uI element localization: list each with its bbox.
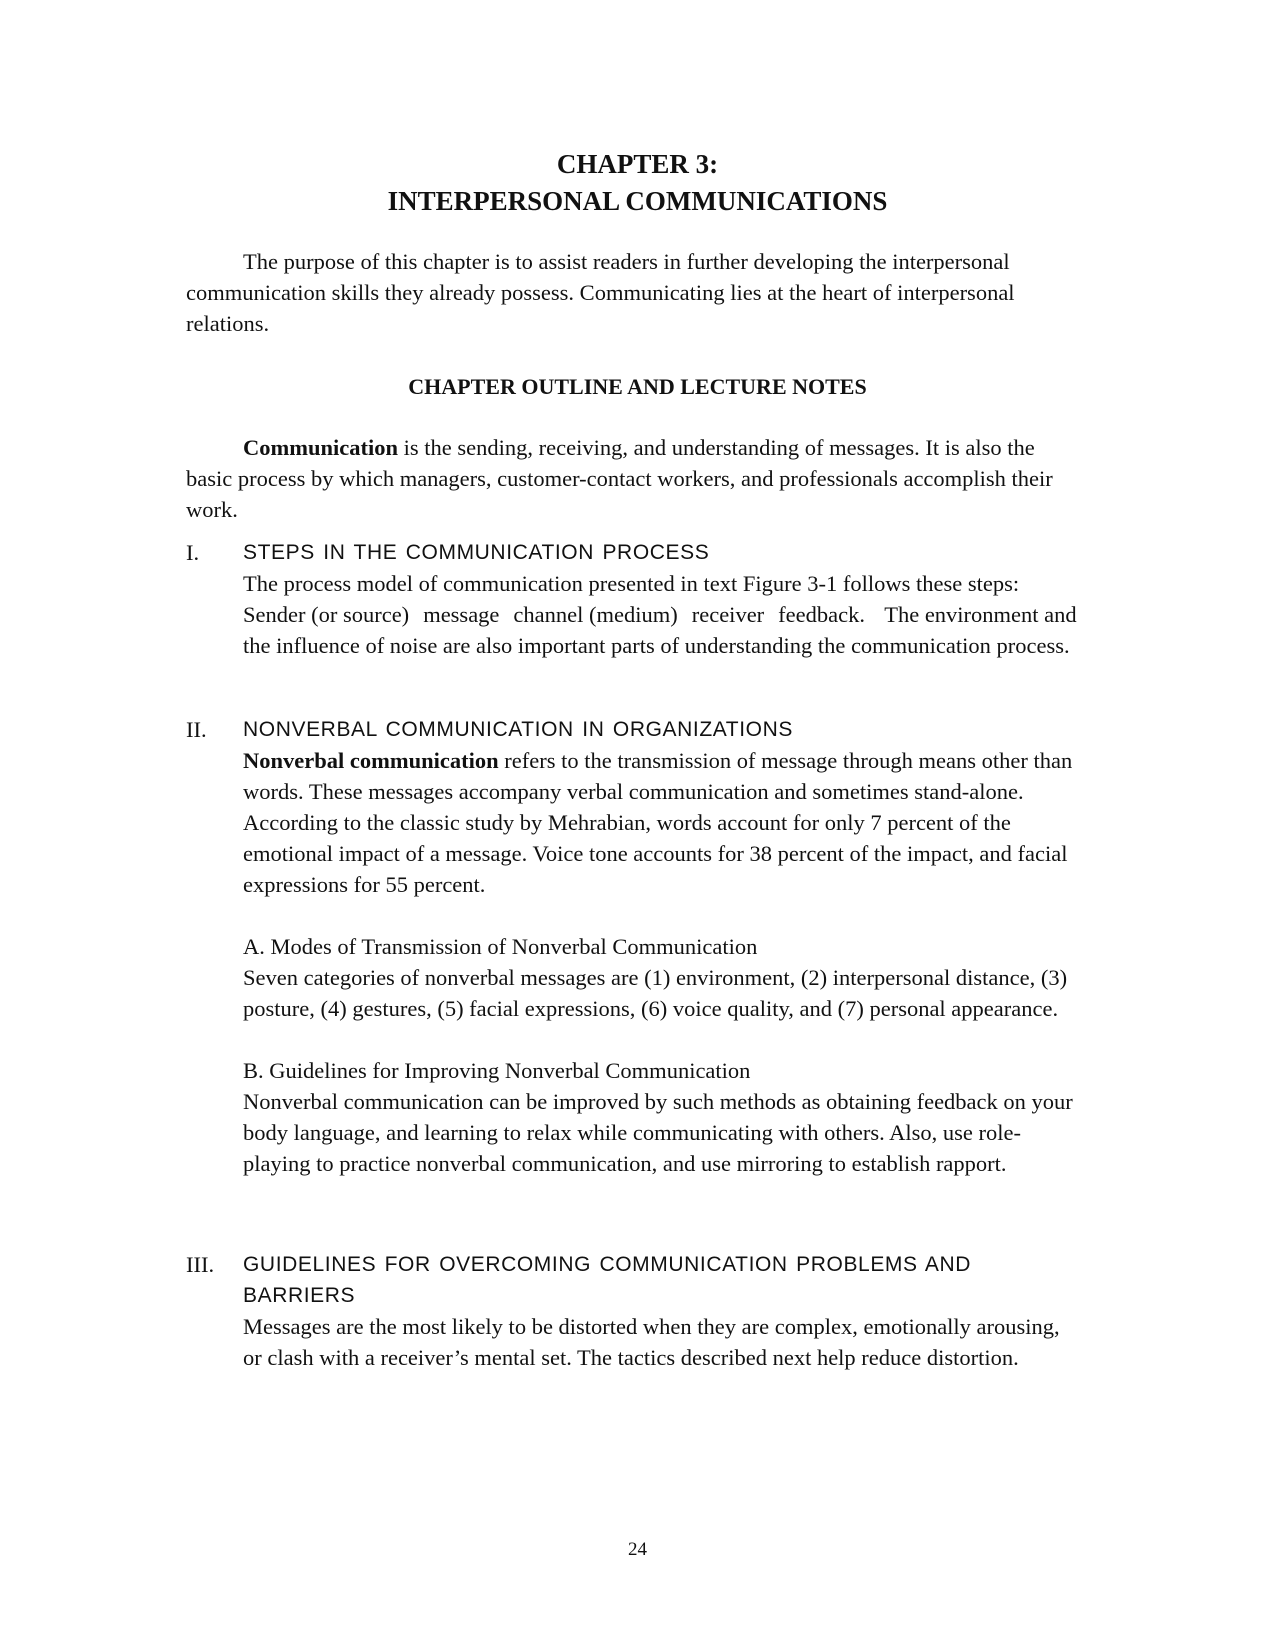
subsection-a (243, 931, 1083, 1024)
intro-paragraph: The purpose of this chapter is to assist readers in further developing the interpersonal communication skills they already possess. Communicating lies at the heart of interpersonal relations. (186, 249, 1015, 336)
subsection-heading: B. Guidelines for Improving Nonverbal Communication (243, 1058, 751, 1083)
page-number: 24 (628, 1539, 647, 1560)
step-channel: channel (medium) (513, 602, 678, 627)
section-text: Messages are the most likely to be distorted when they are complex, emotionally arousing, or clash with a receiver’s mental set. The tactics described next help reduce distortion. (243, 1314, 1060, 1370)
definition-term: Communication (243, 435, 399, 460)
section-numeral: I. (186, 540, 200, 565)
chapter-number: CHAPTER 3: (556, 149, 719, 179)
section-heading: GUIDELINES FOR OVERCOMING COMMUNICATION PROBLEMS AND BARRIERS (243, 1253, 972, 1307)
section-body (243, 714, 1083, 1179)
section-text (243, 568, 1083, 661)
section-heading: NONVERBAL COMMUNICATION IN ORGANIZATIONS (243, 718, 793, 741)
step-receiver: receiver (691, 602, 765, 627)
outline-heading: CHAPTER OUTLINE AND LECTURE NOTES (408, 374, 867, 399)
nonverbal-text: refers to the transmission of message through means other than words. These messages accompany verbal communication and sometimes stand-alone. According to the classic study by Mehrabian, words account for only 7 percent of the emotional impact of a message. Voice tone accounts for 38 percent of the impact, and facial expressions for 55 percent. (243, 748, 1073, 897)
step-sender: Sender (or source) (243, 602, 410, 627)
subsection-text: Seven categories of nonverbal messages are (1) environment, (2) interpersonal distance, (3) posture, (4) gestures, (5) facial expressions, (6) voice quality, and (7) personal appearance. (243, 965, 1068, 1021)
definition-text: is the sending, receiving, and understanding of messages. It is also the basic process by which managers, customer-contact workers, and professionals accomplish their work. (186, 435, 1053, 522)
section-heading: STEPS IN THE COMMUNICATION PROCESS (243, 541, 710, 564)
section-body (243, 537, 1083, 661)
subsection-text: Nonverbal communication can be improved by such methods as obtaining feedback on your body language, and learning to relax while communicating with others. Also, use role-playing to practice nonverbal communication, and use mirroring to establish rapport. (243, 1089, 1073, 1176)
step-feedback: feedback. (778, 602, 865, 627)
chapter-title: INTERPERSONAL COMMUNICATIONS (387, 186, 888, 216)
definition-paragraph (186, 432, 1086, 525)
section-body (243, 1249, 1083, 1373)
nonverbal-term: Nonverbal communication (243, 748, 499, 773)
subsection-b (243, 1055, 1083, 1179)
steps-after: The environment and the influence of noise are also important parts of understanding the communication process. (243, 602, 1077, 658)
subsection-heading: A. Modes of Transmission of Nonverbal Communication (243, 934, 758, 959)
section-numeral: III. (186, 1252, 215, 1277)
section-text (243, 745, 1083, 900)
section-numeral: II. (186, 717, 207, 742)
step-message: message (423, 602, 500, 627)
steps-intro: The process model of communication presented in text Figure 3-1 follows these steps: (243, 571, 1020, 596)
